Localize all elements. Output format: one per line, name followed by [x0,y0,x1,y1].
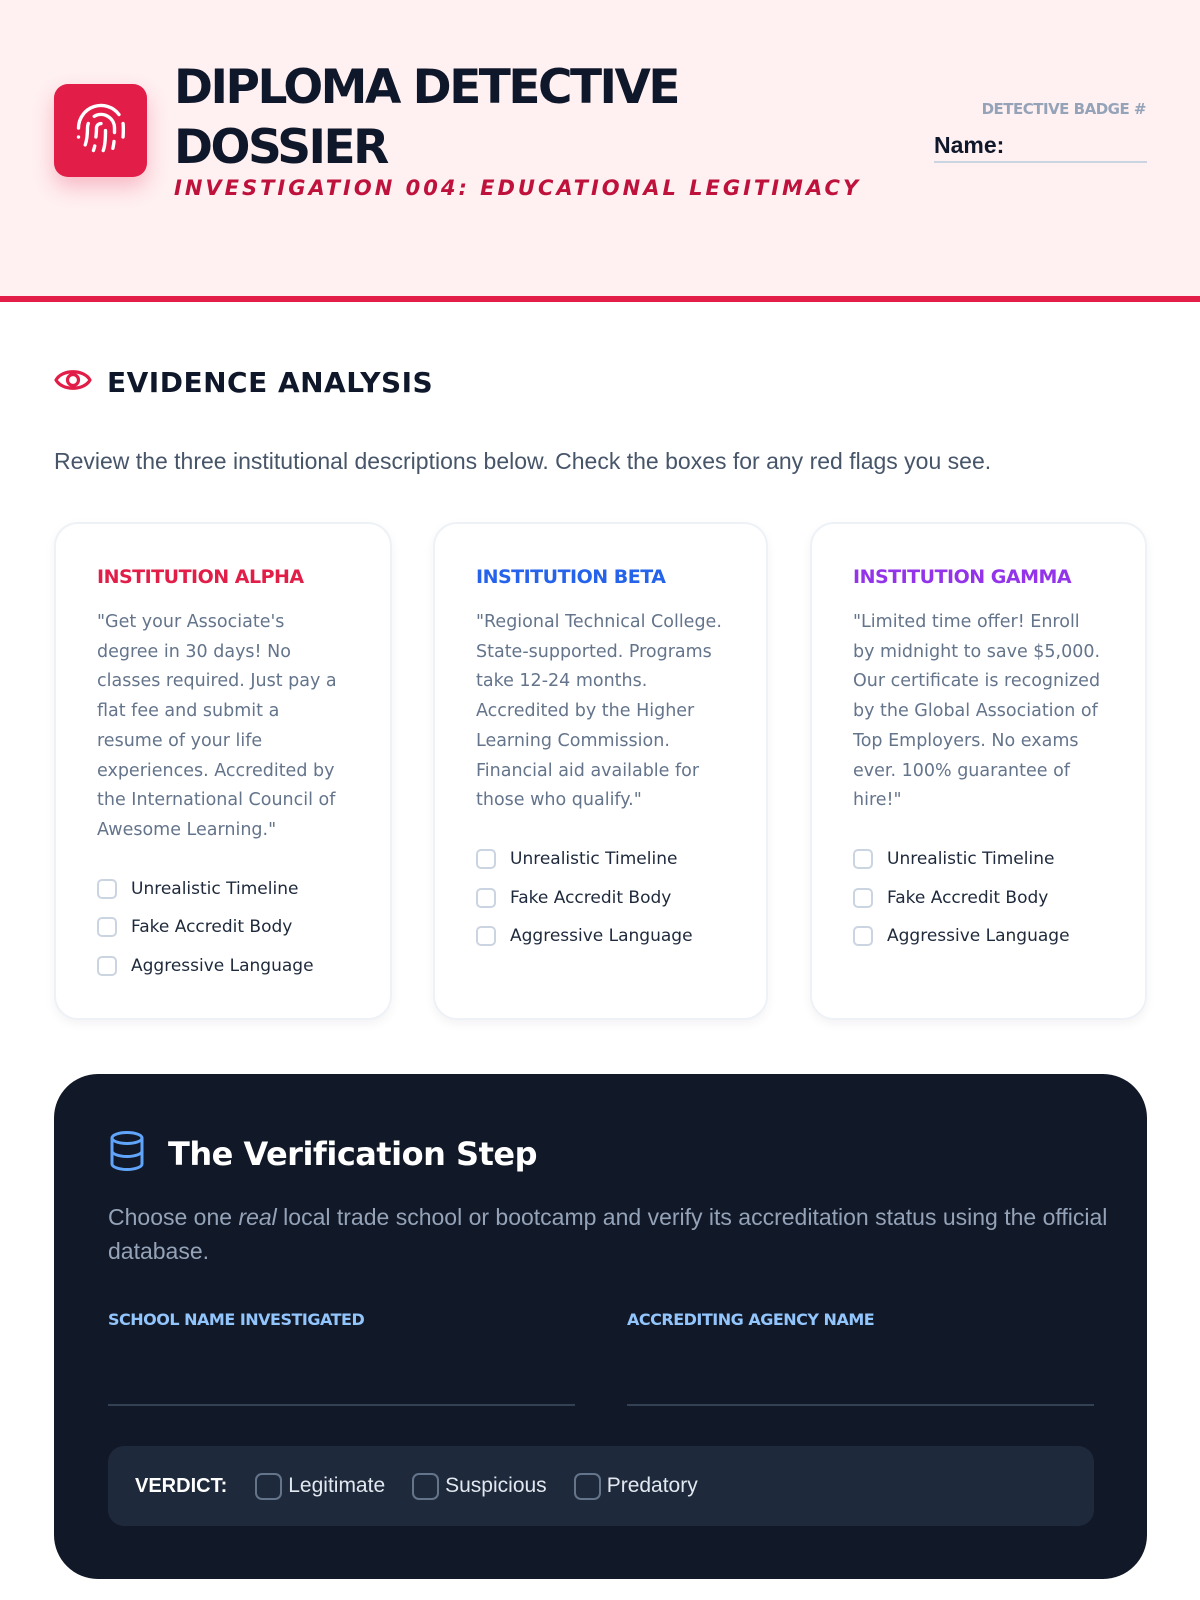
fingerprint-icon [74,101,128,160]
card-description: "Regional Technical College. State-supported. Programs take 12-24 months. Accredited by the Higher Learning Commission. Financial aid available for those who qualify." [476,612,722,811]
checkbox-label: Aggressive Language [131,955,314,976]
dossier-header [0,0,1200,302]
checkbox[interactable] [574,1473,601,1500]
red-flag-checkbox[interactable] [853,878,1105,917]
eye-icon [54,365,92,400]
checkbox[interactable] [97,956,117,976]
card-title: INSTITUTION ALPHA [97,566,304,588]
checkbox-label: Unrealistic Timeline [131,878,299,899]
verdict-option-suspicious[interactable] [412,1473,547,1500]
name-field[interactable] [934,128,1147,163]
card-title: INSTITUTION BETA [476,566,666,588]
evidence-instructions: Review the three institutional descriptions below. Check the boxes for any red flags you see. [54,448,992,474]
verdict-label: VERDICT: [135,1474,228,1497]
evidence-section-header [54,365,433,400]
red-flag-checkbox[interactable] [476,878,726,917]
desc-text: Choose one [108,1204,239,1230]
checkbox-label: Aggressive Language [510,926,693,947]
red-flag-checkbox[interactable] [853,840,1105,879]
red-flag-checkbox[interactable] [476,917,726,956]
school-name-label: SCHOOL NAME INVESTIGATED [108,1310,365,1329]
red-flag-checkbox[interactable] [853,917,1105,956]
red-flag-checkbox[interactable] [97,947,350,986]
page-title: DIPLOMA DETECTIVE DOSSIER [174,60,678,175]
checkbox[interactable] [476,849,496,869]
verification-instructions [108,1200,1108,1268]
institution-card-beta [433,522,768,1020]
database-icon [108,1130,146,1177]
checkbox-label: Unrealistic Timeline [510,849,678,870]
red-flag-checkbox[interactable] [476,840,726,879]
verdict-option-label: Legitimate [288,1474,386,1497]
name-label: Name: [934,132,1005,158]
card-description: "Get your Associate's degree in 30 days! No classes required. Just pay a flat fee and submit a resume of your life experiences. Accredited by the International Council of Awesome Learning." [97,612,337,840]
card-title: INSTITUTION GAMMA [853,566,1072,588]
checkbox[interactable] [853,888,873,908]
verdict-option-label: Predatory [606,1474,698,1497]
accrediting-agency-field[interactable] [627,1310,1094,1406]
desc-text: local trade school or bootcamp and verify its accreditation status using the official database. [108,1204,1108,1264]
checkbox[interactable] [476,926,496,946]
checkbox[interactable] [853,926,873,946]
red-flag-checkbox[interactable] [97,870,350,909]
investigation-subtitle: INVESTIGATION 004: EDUCATIONAL LEGITIMACY [174,176,862,200]
institution-card-alpha [54,522,392,1020]
card-description: "Limited time offer! Enroll by midnight to save $5,000. Our certificate is recognized by the Global Association of Top Employers. No exams ever. 100% guarantee of hire!" [853,612,1101,811]
checkbox[interactable] [412,1473,439,1500]
school-name-field[interactable] [108,1310,575,1406]
desc-emphasis: real [238,1204,277,1230]
checkbox[interactable] [97,917,117,937]
verdict-option-predatory[interactable] [574,1473,698,1500]
detective-badge-label: DETECTIVE BADGE # [981,100,1146,118]
verification-header [108,1130,537,1177]
checkbox[interactable] [97,879,117,899]
verdict-bar [108,1446,1094,1526]
checkbox-label: Fake Accredit Body [887,887,1049,908]
logo-tile [54,84,147,177]
accrediting-agency-label: ACCREDITING AGENCY NAME [627,1310,875,1329]
verification-title: The Verification Step [168,1134,537,1173]
section-title: EVIDENCE ANALYSIS [107,366,434,399]
checkbox[interactable] [476,888,496,908]
verdict-option-label: Suspicious [445,1474,547,1497]
checkbox[interactable] [853,849,873,869]
checkbox-label: Aggressive Language [887,926,1070,947]
institution-card-gamma [810,522,1147,1020]
checkbox-label: Unrealistic Timeline [887,849,1055,870]
checkbox-label: Fake Accredit Body [131,917,293,938]
checkbox-label: Fake Accredit Body [510,887,672,908]
red-flag-checkbox[interactable] [97,908,350,947]
verification-panel [54,1074,1147,1579]
checkbox[interactable] [255,1473,282,1500]
verdict-option-legitimate[interactable] [255,1473,385,1500]
